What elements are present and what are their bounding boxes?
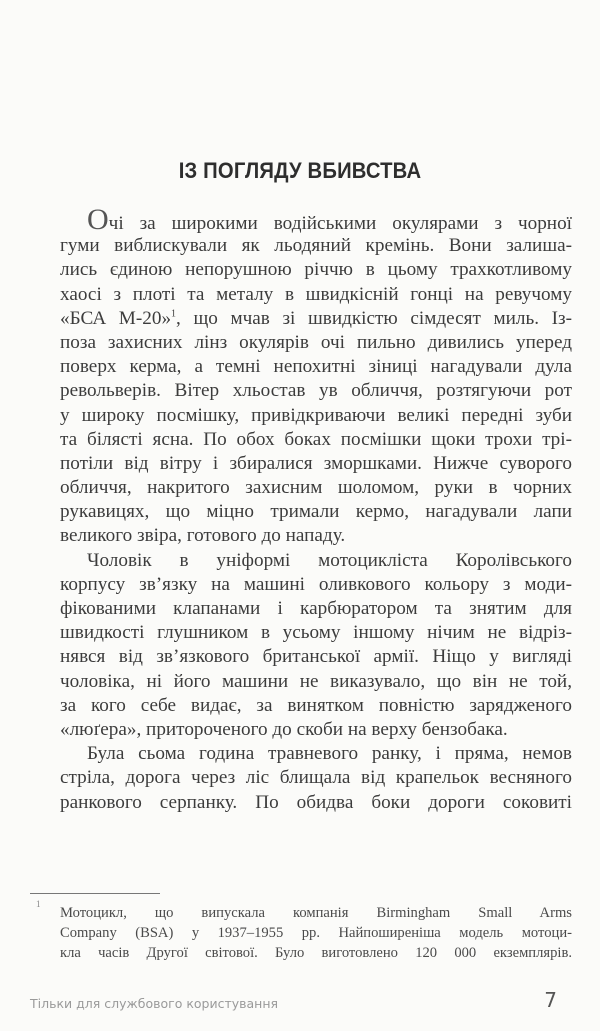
page-number: 7 — [544, 988, 557, 1012]
text-line: Чоловік в уніформі мотоцикліста Королівського — [87, 549, 572, 571]
text-line: корпусу зв’язку на машині оливкового кольору з моди- — [60, 573, 572, 595]
text-line: швидкості глушником в усьому іншому нічим не відріз- — [60, 622, 572, 644]
text-line: фікованими клапанами і карбюратором та знятим для — [60, 598, 572, 619]
text-line: обличчя, накритого захисним шоломом, руки в чорних — [60, 477, 572, 499]
text-line: Була сьома година травневого ранку, і пряма, немов — [87, 743, 572, 765]
footnote-line: кла часів Другої світової. Було виготовлено 120 000 екземплярів. — [60, 945, 572, 961]
text-line: ранкового серпанку. По обидва боки дороги соковиті — [60, 791, 572, 813]
text-line: чоловіка, ні його машини не виказувало, що він не той, — [60, 670, 572, 692]
body-text — [60, 203, 572, 815]
footnote-line: Мотоцикл, що випускала компанія Birmingham Small Arms — [60, 905, 572, 921]
text-line: та білясті ясна. По обох боках посмішки щоки трохи трі- — [60, 428, 572, 450]
text-line: «люґера», притороченого до скоби на верху бензобака. — [60, 718, 508, 740]
text-line: стріла, дорога через ліс блищала від крапельок весняного — [60, 767, 572, 789]
drop-cap: О — [87, 203, 109, 236]
text-line: лись єдиною непорушною річчю в цьому трахкотливому — [60, 259, 572, 281]
text-line: поверх керма, а темні непохитні зіниці нагадували дула — [60, 356, 572, 378]
text-line: великого звіра, готового до нападу. — [60, 525, 346, 547]
text-line: потіли від вітру і збиралися зморшками. Нижче суворого — [60, 452, 572, 474]
text-line: нявся від зв’язкового британської армії. Ніщо у вигляді — [60, 646, 572, 668]
text-line: рукавицях, що міцно тримали кермо, нагадували лапи — [60, 501, 572, 523]
footnote-line: Company (BSA) у 1937–1955 рр. Найпоширеніша модель мотоци- — [60, 925, 572, 941]
text-line: хаосі з плоті та металу в швидкісній гонці на ревучому — [60, 283, 572, 305]
text-line: поза захисних лінз окулярів очі пильно дивились уперед — [60, 331, 572, 353]
footnote-ref[interactable]: 1 — [171, 308, 177, 320]
footnote-divider — [30, 893, 160, 894]
text-line: за кого себе видає, за винятком повністю зарядженого — [60, 694, 572, 716]
running-footer: Тільки для службового користування — [30, 996, 279, 1011]
text-line: Очі за широкими водійськими окулярами з чорної — [87, 203, 572, 236]
text-line: револьверів. Вітер хльостав ув обличчя, розтягуючи рот — [60, 380, 572, 402]
text-line: у широку посмішку, привідкриваючи великі передні зуби — [60, 404, 572, 426]
chapter-title: ІЗ ПОГЛЯДУ ВБИВСТВА — [178, 158, 422, 183]
text-line: гуми виблискували як льодяний кремінь. Вони залиша- — [60, 235, 572, 257]
footnote-marker: 1 — [36, 899, 41, 909]
text-line: «БСА М-20»$^1$, що мчав зі швидкістю сімдесят миль. Із- — [60, 307, 572, 329]
footnote — [60, 903, 572, 963]
